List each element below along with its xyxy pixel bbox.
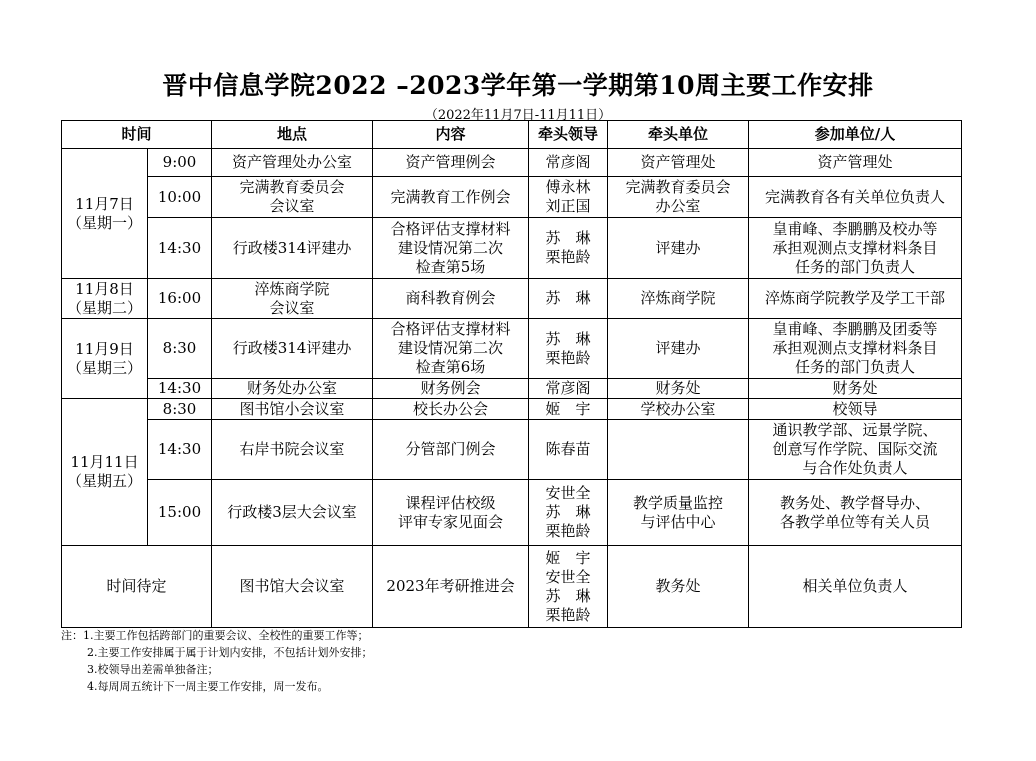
place-cell: 财务处办公室 — [212, 379, 373, 399]
leader-cell: 傅永林 刘正国 — [529, 177, 608, 218]
table-row — [62, 399, 962, 420]
participants-cell: 教务处、教学督导办、 各教学单位等有关人员 — [749, 480, 962, 546]
time-cell: 8:30 — [148, 319, 212, 379]
content-cell: 完满教育工作例会 — [373, 177, 529, 218]
leader-cell: 苏 琳 — [529, 279, 608, 319]
content-cell: 2023年考研推进会 — [373, 546, 529, 628]
time-cell: 14:30 — [148, 420, 212, 480]
table-row — [62, 319, 962, 379]
table-row — [62, 546, 962, 628]
leader-cell: 姬 宇 — [529, 399, 608, 420]
time-cell: 14:30 — [148, 379, 212, 399]
note-item: 1.主要工作包括跨部门的重要会议、全校性的重要工作等； — [83, 629, 369, 642]
table-row — [62, 379, 962, 399]
leader-cell: 陈春苗 — [529, 420, 608, 480]
place-cell: 行政楼3层大会议室 — [212, 480, 373, 546]
table-row — [62, 420, 962, 480]
unit-cell: 评建办 — [608, 218, 749, 279]
place-cell: 右岸书院会议室 — [212, 420, 373, 480]
table-row — [62, 218, 962, 279]
leader-cell: 苏 琳 栗艳龄 — [529, 218, 608, 279]
note-item: 2.主要工作安排属于属于计划内安排，不包括计划外安排； — [87, 646, 373, 659]
participants-cell: 皇甫峰、李鹏鹏及校办等 承担观测点支撑材料条目 任务的部门负责人 — [749, 218, 962, 279]
content-cell: 合格评估支撑材料 建设情况第二次 检查第5场 — [373, 218, 529, 279]
content-cell: 资产管理例会 — [373, 149, 529, 177]
time-cell: 9:00 — [148, 149, 212, 177]
participants-cell: 完满教育各有关单位负责人 — [749, 177, 962, 218]
place-cell: 图书馆大会议室 — [212, 546, 373, 628]
unit-cell: 教务处 — [608, 546, 749, 628]
header-place: 地点 — [212, 121, 373, 149]
header-time: 时间 — [62, 121, 212, 149]
date-cell-monday: 11月7日 （星期一） — [62, 149, 148, 279]
content-cell: 课程评估校级 评审专家见面会 — [373, 480, 529, 546]
notes-section — [61, 627, 373, 695]
header-content: 内容 — [373, 121, 529, 149]
participants-cell: 资产管理处 — [749, 149, 962, 177]
date-cell-friday: 11月11日 （星期五） — [62, 399, 148, 546]
content-cell: 商科教育例会 — [373, 279, 529, 319]
table-row — [62, 480, 962, 546]
table-row — [62, 177, 962, 218]
header-participants: 参加单位/人 — [749, 121, 962, 149]
time-cell: 10:00 — [148, 177, 212, 218]
unit-cell: 完满教育委员会 办公室 — [608, 177, 749, 218]
table-row — [62, 149, 962, 177]
header-leader: 牵头领导 — [529, 121, 608, 149]
time-cell: 14:30 — [148, 218, 212, 279]
participants-cell: 淬炼商学院教学及学工干部 — [749, 279, 962, 319]
leader-cell: 苏 琳 栗艳龄 — [529, 319, 608, 379]
place-cell: 完满教育委员会 会议室 — [212, 177, 373, 218]
place-cell: 行政楼314评建办 — [212, 218, 373, 279]
unit-cell — [608, 420, 749, 480]
time-cell: 16:00 — [148, 279, 212, 319]
unit-cell: 评建办 — [608, 319, 749, 379]
content-cell: 校长办公会 — [373, 399, 529, 420]
content-cell: 分管部门例会 — [373, 420, 529, 480]
participants-cell: 财务处 — [749, 379, 962, 399]
place-cell: 资产管理处办公室 — [212, 149, 373, 177]
leader-cell: 安世全 苏 琳 栗艳龄 — [529, 480, 608, 546]
leader-cell: 常彦阁 — [529, 149, 608, 177]
time-pending-cell: 时间待定 — [62, 546, 212, 628]
leader-cell: 常彦阁 — [529, 379, 608, 399]
unit-cell: 教学质量监控 与评估中心 — [608, 480, 749, 546]
header-unit: 牵头单位 — [608, 121, 749, 149]
leader-cell: 姬 宇 安世全 苏 琳 栗艳龄 — [529, 546, 608, 628]
document-title: 晋中信息学院2022 –2023学年第一学期第10周主要工作安排 — [162, 71, 874, 100]
schedule-table — [61, 120, 962, 628]
note-item: 3.校领导出差需单独备注； — [87, 663, 219, 676]
table-row — [62, 279, 962, 319]
date-cell-tuesday: 11月8日 （星期二） — [62, 279, 148, 319]
header-row — [62, 121, 962, 149]
participants-cell: 相关单位负责人 — [749, 546, 962, 628]
unit-cell: 学校办公室 — [608, 399, 749, 420]
time-cell: 8:30 — [148, 399, 212, 420]
unit-cell: 财务处 — [608, 379, 749, 399]
time-cell: 15:00 — [148, 480, 212, 546]
place-cell: 淬炼商学院 会议室 — [212, 279, 373, 319]
content-cell: 合格评估支撑材料 建设情况第二次 检查第6场 — [373, 319, 529, 379]
place-cell: 行政楼314评建办 — [212, 319, 373, 379]
participants-cell: 皇甫峰、李鹏鹏及团委等 承担观测点支撑材料条目 任务的部门负责人 — [749, 319, 962, 379]
document-subtitle: （2022年11月7日-11月11日） — [424, 108, 612, 123]
unit-cell: 资产管理处 — [608, 149, 749, 177]
participants-cell: 通识教学部、远景学院、 创意写作学院、国际交流 与合作处负责人 — [749, 420, 962, 480]
note-item: 4.每周周五统计下一周主要工作安排，周一发布。 — [87, 680, 329, 693]
unit-cell: 淬炼商学院 — [608, 279, 749, 319]
participants-cell: 校领导 — [749, 399, 962, 420]
place-cell: 图书馆小会议室 — [212, 399, 373, 420]
date-cell-wednesday: 11月9日 （星期三） — [62, 319, 148, 399]
content-cell: 财务例会 — [373, 379, 529, 399]
notes-label: 注： — [61, 629, 83, 642]
